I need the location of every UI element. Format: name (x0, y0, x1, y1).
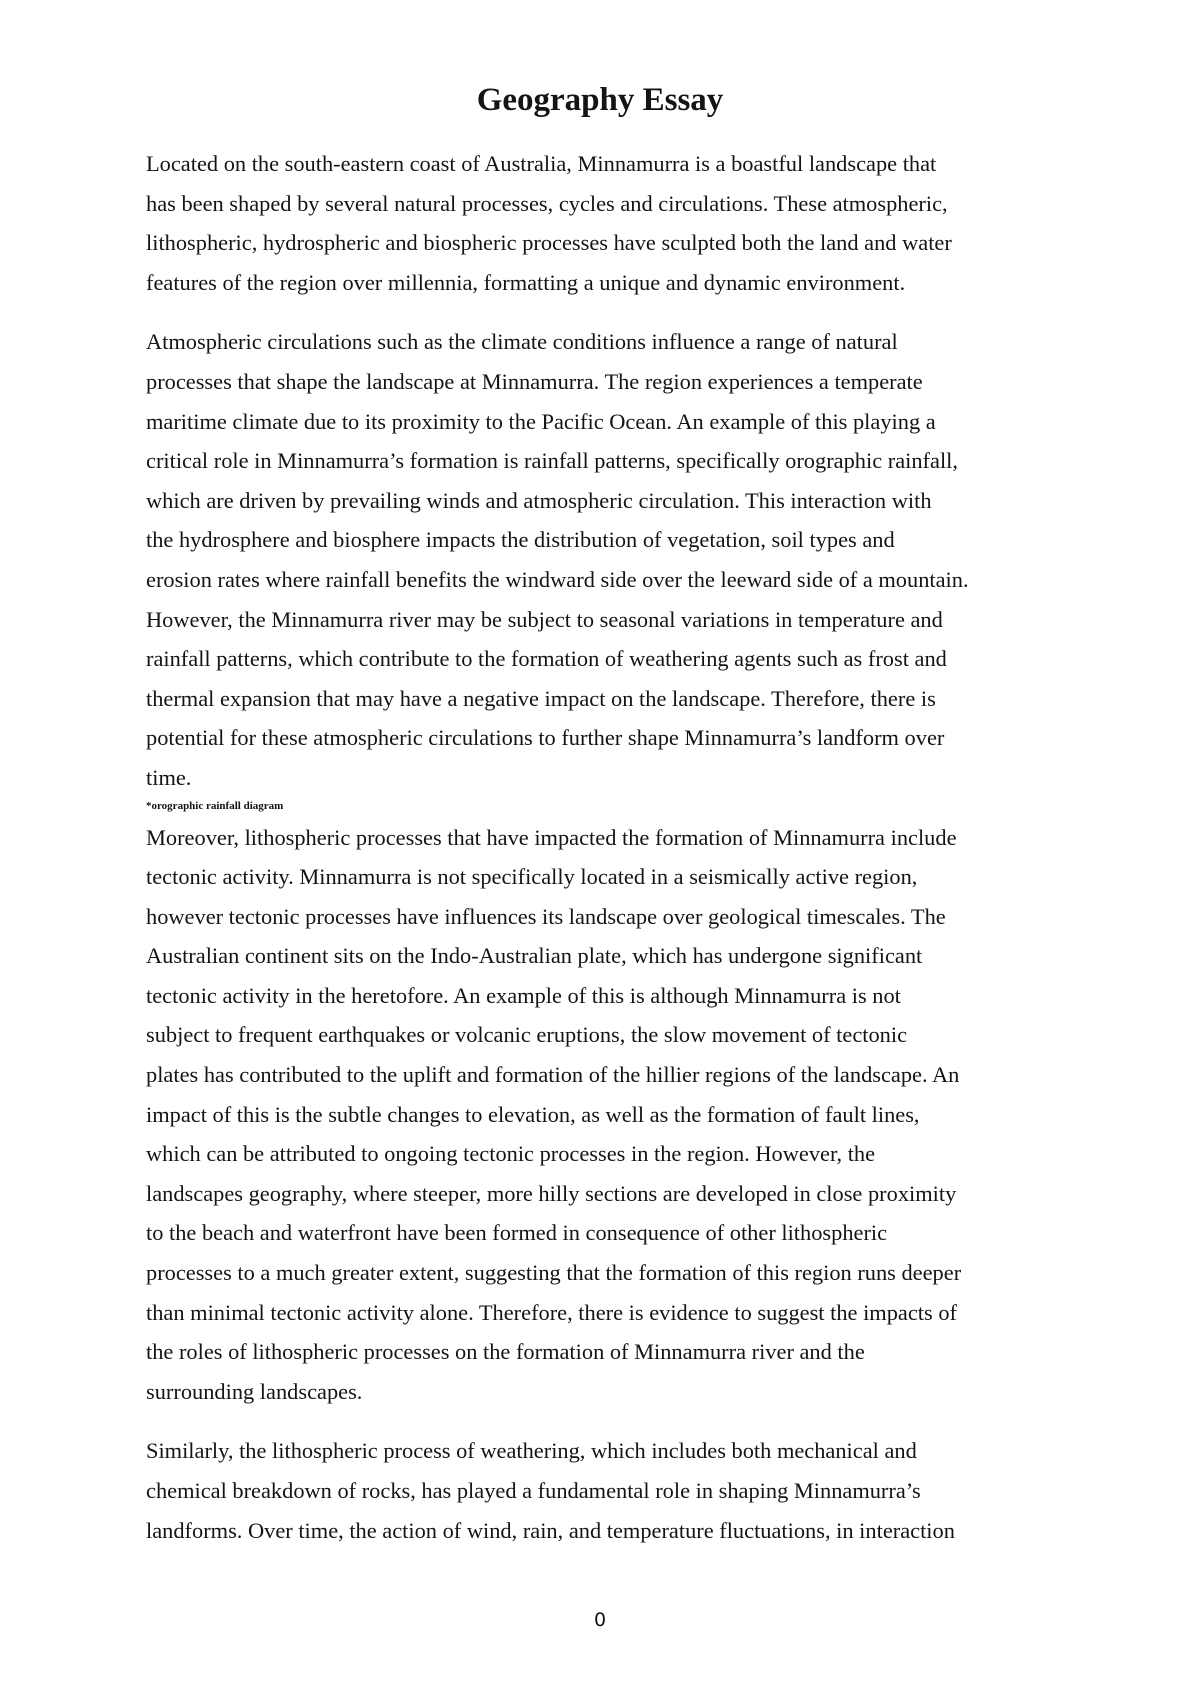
page-number: 0 (593, 1609, 607, 1631)
text-line: surrounding landscapes. (146, 1378, 363, 1404)
text-line: processes to a much greater extent, suggesting that the formation of this region runs deeper (146, 1260, 962, 1286)
paragraph-intro (146, 144, 1070, 302)
diagram-note: *orographic rainfall diagram (146, 799, 284, 812)
text-line: plates has contributed to the uplift and formation of the hillier regions of the landscape. An (146, 1062, 960, 1088)
text-line: landforms. Over time, the action of wind, rain, and temperature fluctuations, in interaction (146, 1517, 955, 1543)
text-line: the hydrosphere and biosphere impacts the distribution of vegetation, soil types and (146, 527, 895, 553)
paragraph-atmospheric (146, 322, 1070, 797)
text-line: has been shaped by several natural processes, cycles and circulations. These atmospheric, (146, 190, 948, 216)
paragraph-gap (146, 302, 1070, 322)
text-line: to the beach and waterfront have been formed in consequence of other lithospheric (146, 1220, 888, 1246)
text-line: potential for these atmospheric circulations to further shape Minnamurra’s landform over (146, 725, 945, 751)
text-line: impact of this is the subtle changes to elevation, as well as the formation of fault lines, (146, 1101, 920, 1127)
text-line: lithospheric, hydrospheric and biospheric processes have sculpted both the land and water (146, 230, 952, 256)
text-line: thermal expansion that may have a negative impact on the landscape. Therefore, there is (146, 685, 936, 711)
text-line: processes that shape the landscape at Minnamurra. The region experiences a temperate (146, 368, 923, 394)
paragraph-weathering (146, 1431, 1070, 1550)
text-line: erosion rates where rainfall benefits the windward side over the leeward side of a mountain. (146, 566, 969, 592)
paragraph-tectonic (146, 818, 1070, 1412)
page-title: Geography Essay (476, 82, 724, 118)
text-line: chemical breakdown of rocks, has played a fundamental role in shaping Minnamurra’s (146, 1478, 921, 1503)
text-line: than minimal tectonic activity alone. Therefore, there is evidence to suggest the impacts of (146, 1299, 957, 1325)
text-line: subject to frequent earthquakes or volcanic eruptions, the slow movement of tectonic (146, 1022, 908, 1048)
text-line: rainfall patterns, which contribute to the formation of weathering agents such as frost and (146, 646, 947, 672)
text-line: Similarly, the lithospheric process of weathering, which includes both mechanical and (146, 1438, 917, 1464)
text-line: However, the Minnamurra river may be subject to seasonal variations in temperature and (146, 606, 943, 632)
text-line: critical role in Minnamurra’s formation is rainfall patterns, specifically orographic rainfall, (146, 448, 958, 474)
text-line: Atmospheric circulations such as the climate conditions influence a range of natural (146, 329, 898, 355)
essay-body (146, 144, 1070, 1550)
text-line: tectonic activity in the heretofore. An example of this is although Minnamurra is not (146, 982, 901, 1008)
text-line: which can be attributed to ongoing tectonic processes in the region. However, the (146, 1141, 876, 1167)
text-line: Australian continent sits on the Indo-Australian plate, which has undergone significant (146, 943, 923, 969)
paragraph-gap (146, 1411, 1070, 1431)
text-line: Moreover, lithospheric processes that have impacted the formation of Minnamurra include (146, 824, 957, 850)
text-line: time. (146, 764, 192, 790)
text-line: maritime climate due to its proximity to the Pacific Ocean. An example of this playing a (146, 408, 936, 434)
text-line: the roles of lithospheric processes on the formation of Minnamurra river and the (146, 1339, 865, 1365)
text-line: Located on the south-eastern coast of Australia, Minnamurra is a boastful landscape that (146, 151, 937, 176)
text-line: which are driven by prevailing winds and atmospheric circulation. This interaction with (146, 487, 932, 513)
text-line: landscapes geography, where steeper, more hilly sections are developed in close proximity (146, 1180, 957, 1206)
text-line: however tectonic processes have influences its landscape over geological timescales. The (146, 903, 946, 929)
text-line: tectonic activity. Minnamurra is not specifically located in a seismically active region, (146, 864, 918, 890)
text-line: features of the region over millennia, formatting a unique and dynamic environment. (146, 269, 906, 295)
